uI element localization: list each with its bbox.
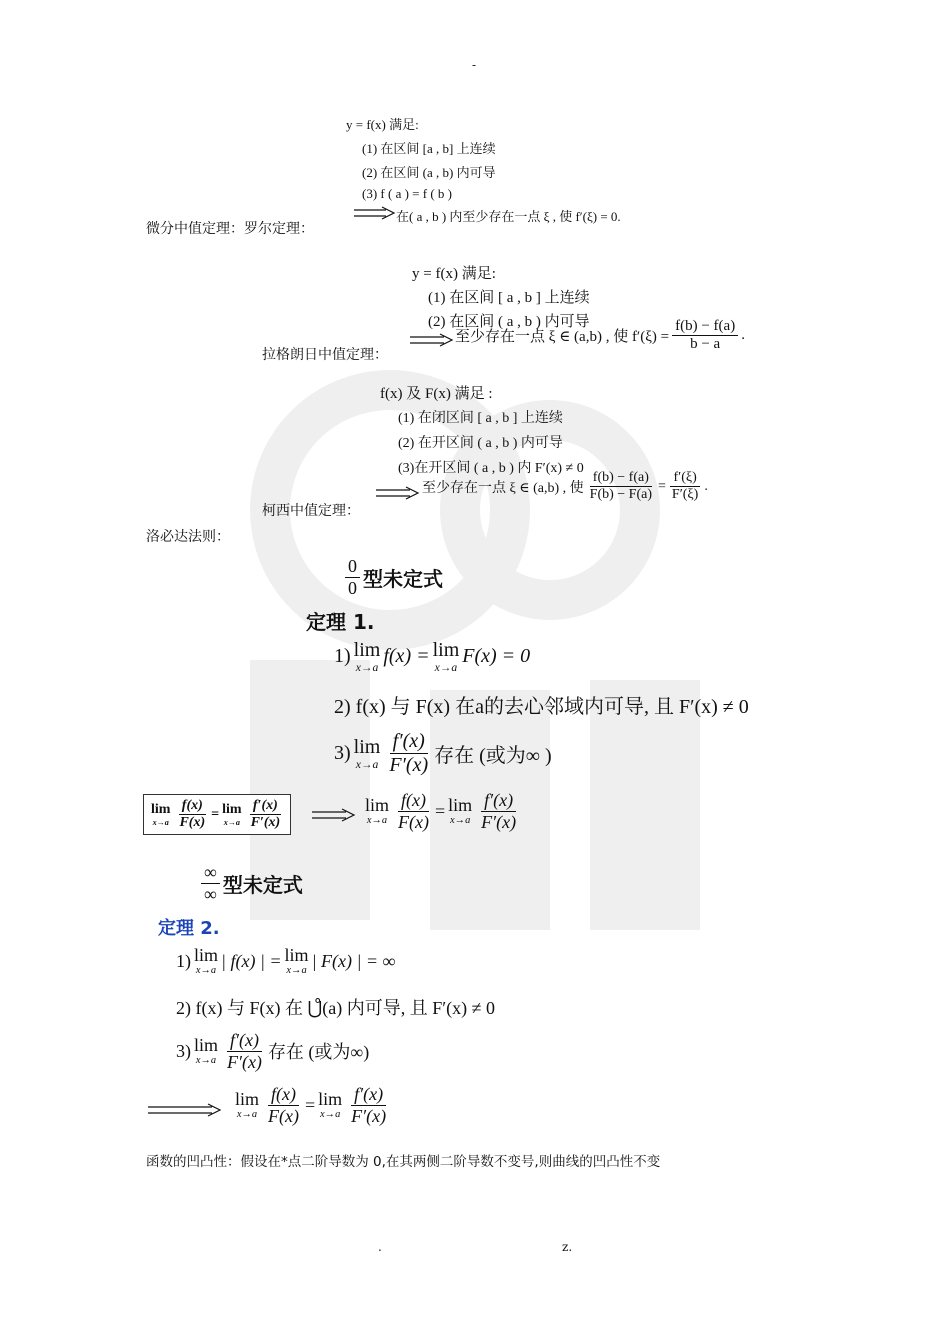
boxed-ratio-num: f(x) (179, 798, 206, 815)
implies-arrow-icon (376, 486, 420, 500)
lim-text: lim (151, 801, 171, 817)
lim-text: lim (432, 639, 460, 661)
lim-text: lim (194, 945, 219, 965)
lim-operator (194, 946, 218, 976)
derivative-ratio (386, 730, 431, 777)
type2-fraction (201, 862, 220, 904)
lim-sub: x→a (434, 661, 458, 674)
lim-operator (354, 737, 381, 771)
t2-item3-prefix: 3) (176, 1040, 191, 1061)
type1-heading (342, 556, 443, 598)
cauchy-frac1-den: F(b) − F(a) (589, 487, 652, 503)
cauchy-end: . (704, 478, 708, 494)
type1-text: 型未定式 (363, 566, 443, 591)
cauchy-conclusion: 至少存在一点 ξ ∈ (a,b) , 使 (422, 480, 584, 496)
t1-item1-mid: f(x) = (383, 645, 430, 668)
lagrange-fraction (672, 318, 738, 354)
derivative-ratio-den: F′(x) (389, 754, 429, 776)
lhopital-label: 洛必达法则： (146, 529, 230, 545)
theorem1-title: 定理 1. (306, 610, 375, 634)
type2-num: ∞ (201, 862, 220, 884)
t2-item1-end: | F(x) | = ∞ (311, 950, 396, 971)
lim-sub: x→a (152, 817, 169, 827)
rolle-cond1: (1) 在区间 [a , b] 上连续 (362, 141, 496, 156)
type1-den: 0 (348, 577, 357, 598)
lim-sub: x→a (366, 814, 388, 826)
rolle-label: 微分中值定理：罗尔定理： (146, 221, 314, 237)
result-derivative-num: f′(x) (481, 790, 516, 812)
rolle-conclusion: 在( a , b ) 内至少存在一点 ξ , 使 f′(ξ) = 0. (396, 209, 621, 224)
theorem2-title: 定理 2. (158, 918, 220, 939)
lim-text: lim (194, 1034, 219, 1055)
footer-right-mark: z. (562, 1240, 573, 1254)
type2-heading (198, 862, 303, 904)
lim-operator (222, 803, 241, 827)
t1-item1 (334, 640, 530, 674)
lim-sub: x→a (195, 1054, 217, 1066)
t2-result-num: f(x) (268, 1084, 299, 1106)
lim-sub: x→a (286, 965, 307, 976)
t1-item3 (334, 730, 552, 777)
cauchy-conclusion-row (422, 470, 708, 503)
t2-result-derivative-num: f′(x) (351, 1084, 386, 1106)
t2-result-eq: = (305, 1094, 316, 1115)
t2-derivative-num: f′(x) (227, 1030, 262, 1052)
t2-result (232, 1084, 392, 1126)
lim-sub: x→a (223, 817, 240, 827)
lim-text: lim (222, 801, 242, 817)
t1-item3-prefix: 3) (334, 742, 351, 764)
boxed-derivative-num: f′(x) (250, 798, 281, 815)
lim-operator (285, 946, 309, 976)
lim-sub: x→a (450, 814, 471, 826)
boxed-formula (143, 794, 291, 835)
boxed-derivative-ratio (248, 798, 284, 831)
t1-item2: 2) f(x) 与 F(x) 在a的去心邻域内可导, 且 F′(x) ≠ 0 (334, 696, 749, 718)
result-derivative-ratio (478, 790, 519, 832)
t2-result-derivative-ratio (348, 1084, 389, 1126)
cauchy-frac1 (587, 470, 655, 503)
lim-text: lim (235, 1088, 260, 1109)
boxed-ratio-den: F(x) (179, 815, 206, 831)
t1-item1-prefix: 1) (334, 645, 351, 668)
result-ratio-num: f(x) (398, 790, 429, 812)
footer-left-mark: . (378, 1240, 382, 1254)
t1-item3-end: 存在 (或为∞ ) (434, 745, 552, 767)
boxed-derivative-den: F′(x) (250, 815, 281, 831)
t1-item1-end: F(x) = 0 (462, 645, 531, 668)
cauchy-eq: = (658, 478, 666, 494)
lim-sub: x→a (320, 1108, 341, 1120)
derivative-ratio-num: f′(x) (390, 730, 428, 754)
t2-derivative-den: F′(x) (227, 1051, 262, 1072)
lim-operator (365, 796, 389, 826)
result-ratio (395, 790, 432, 832)
type2-den: ∞ (204, 883, 217, 904)
lagrange-frac-den: b − a (690, 336, 721, 353)
implies-arrow-icon (312, 808, 356, 822)
lim-operator (433, 640, 460, 674)
cauchy-frac2-den: F′(ξ) (671, 487, 699, 503)
boxed-ratio (176, 798, 208, 831)
lim-text: lim (448, 794, 473, 815)
lim-sub: x→a (355, 661, 379, 674)
t2-item1 (176, 946, 395, 976)
cauchy-cond1: (1) 在闭区间 [ a , b ] 上连续 (398, 411, 563, 426)
cauchy-frac2-num: f′(ξ) (670, 470, 699, 487)
lim-operator (448, 796, 472, 826)
result-derivative-den: F′(x) (481, 811, 517, 832)
implies-arrow-icon (148, 1103, 222, 1117)
implies-arrow-icon (410, 333, 454, 347)
result-ratio-den: F(x) (398, 811, 429, 832)
type1-fraction (345, 556, 360, 598)
cauchy-frac1-num: f(b) − f(a) (590, 470, 652, 487)
lim-text: lim (318, 1088, 343, 1109)
lagrange-conclusion: 至少存在一点 ξ ∈ (a,b) , 使 f′(ξ) = (455, 329, 670, 346)
header-mark: - (472, 58, 477, 72)
type2-text: 型未定式 (222, 872, 303, 897)
lim-text: lim (284, 945, 309, 965)
lim-text: lim (365, 794, 390, 815)
t1-result (362, 790, 522, 832)
lagrange-label: 拉格朗日中值定理： (262, 347, 388, 363)
lim-sub: x→a (195, 965, 217, 976)
lim-text: lim (353, 639, 381, 661)
t2-result-derivative-den: F′(x) (351, 1105, 387, 1126)
lagrange-frac-num: f(b) − f(a) (672, 318, 738, 336)
t2-item2: 2) f(x) 与 F(x) 在 ⋃̊(a) 内可导, 且 F′(x) ≠ 0 (176, 998, 496, 1018)
lagrange-intro: y = f(x) 满足: (412, 266, 496, 282)
cauchy-cond2: (2) 在开区间 ( a , b ) 内可导 (398, 436, 563, 451)
lim-operator (318, 1090, 342, 1120)
t2-derivative-ratio (224, 1030, 265, 1072)
t2-item3 (176, 1030, 369, 1072)
cauchy-label: 柯西中值定理： (262, 503, 360, 519)
result-eq: = (435, 800, 446, 821)
concavity-text: 函数的凹凸性：假设在*点二阶导数为 0,在其两侧二阶导数不变号,则曲线的凹凸性不变 (146, 1154, 661, 1170)
rolle-cond3: (3) f ( a ) = f ( b ) (362, 186, 452, 201)
cauchy-cond3: (3)在开区间 ( a , b ) 内 F′(x) ≠ 0 (398, 461, 584, 476)
lim-operator (235, 1090, 259, 1120)
lim-operator (151, 803, 170, 827)
lim-sub: x→a (236, 1108, 258, 1120)
t2-result-ratio (265, 1084, 302, 1126)
cauchy-frac2 (669, 470, 701, 503)
lagrange-cond2: (2) 在区间 ( a , b ) 内可导 (428, 314, 590, 330)
lim-operator (354, 640, 381, 674)
t2-item3-end: 存在 (或为∞) (267, 1042, 370, 1063)
boxed-eq: = (211, 806, 220, 822)
implies-arrow-icon (354, 206, 396, 220)
type1-num: 0 (345, 556, 360, 578)
cauchy-intro: f(x) 及 F(x) 满足 : (380, 386, 493, 402)
lagrange-conclusion-row (455, 318, 745, 354)
lagrange-end: . (741, 327, 745, 344)
t2-item1-mid: | f(x) | = (221, 950, 282, 971)
rolle-intro: y = f(x) 满足: (346, 117, 419, 132)
rolle-cond2: (2) 在区间 (a , b) 内可导 (362, 165, 496, 180)
lagrange-cond1: (1) 在区间 [ a , b ] 上连续 (428, 290, 590, 306)
lim-operator (194, 1036, 218, 1066)
t2-result-den: F(x) (268, 1105, 299, 1126)
lim-sub: x→a (355, 757, 379, 771)
t2-item1-prefix: 1) (176, 950, 191, 971)
lim-text: lim (353, 735, 381, 758)
